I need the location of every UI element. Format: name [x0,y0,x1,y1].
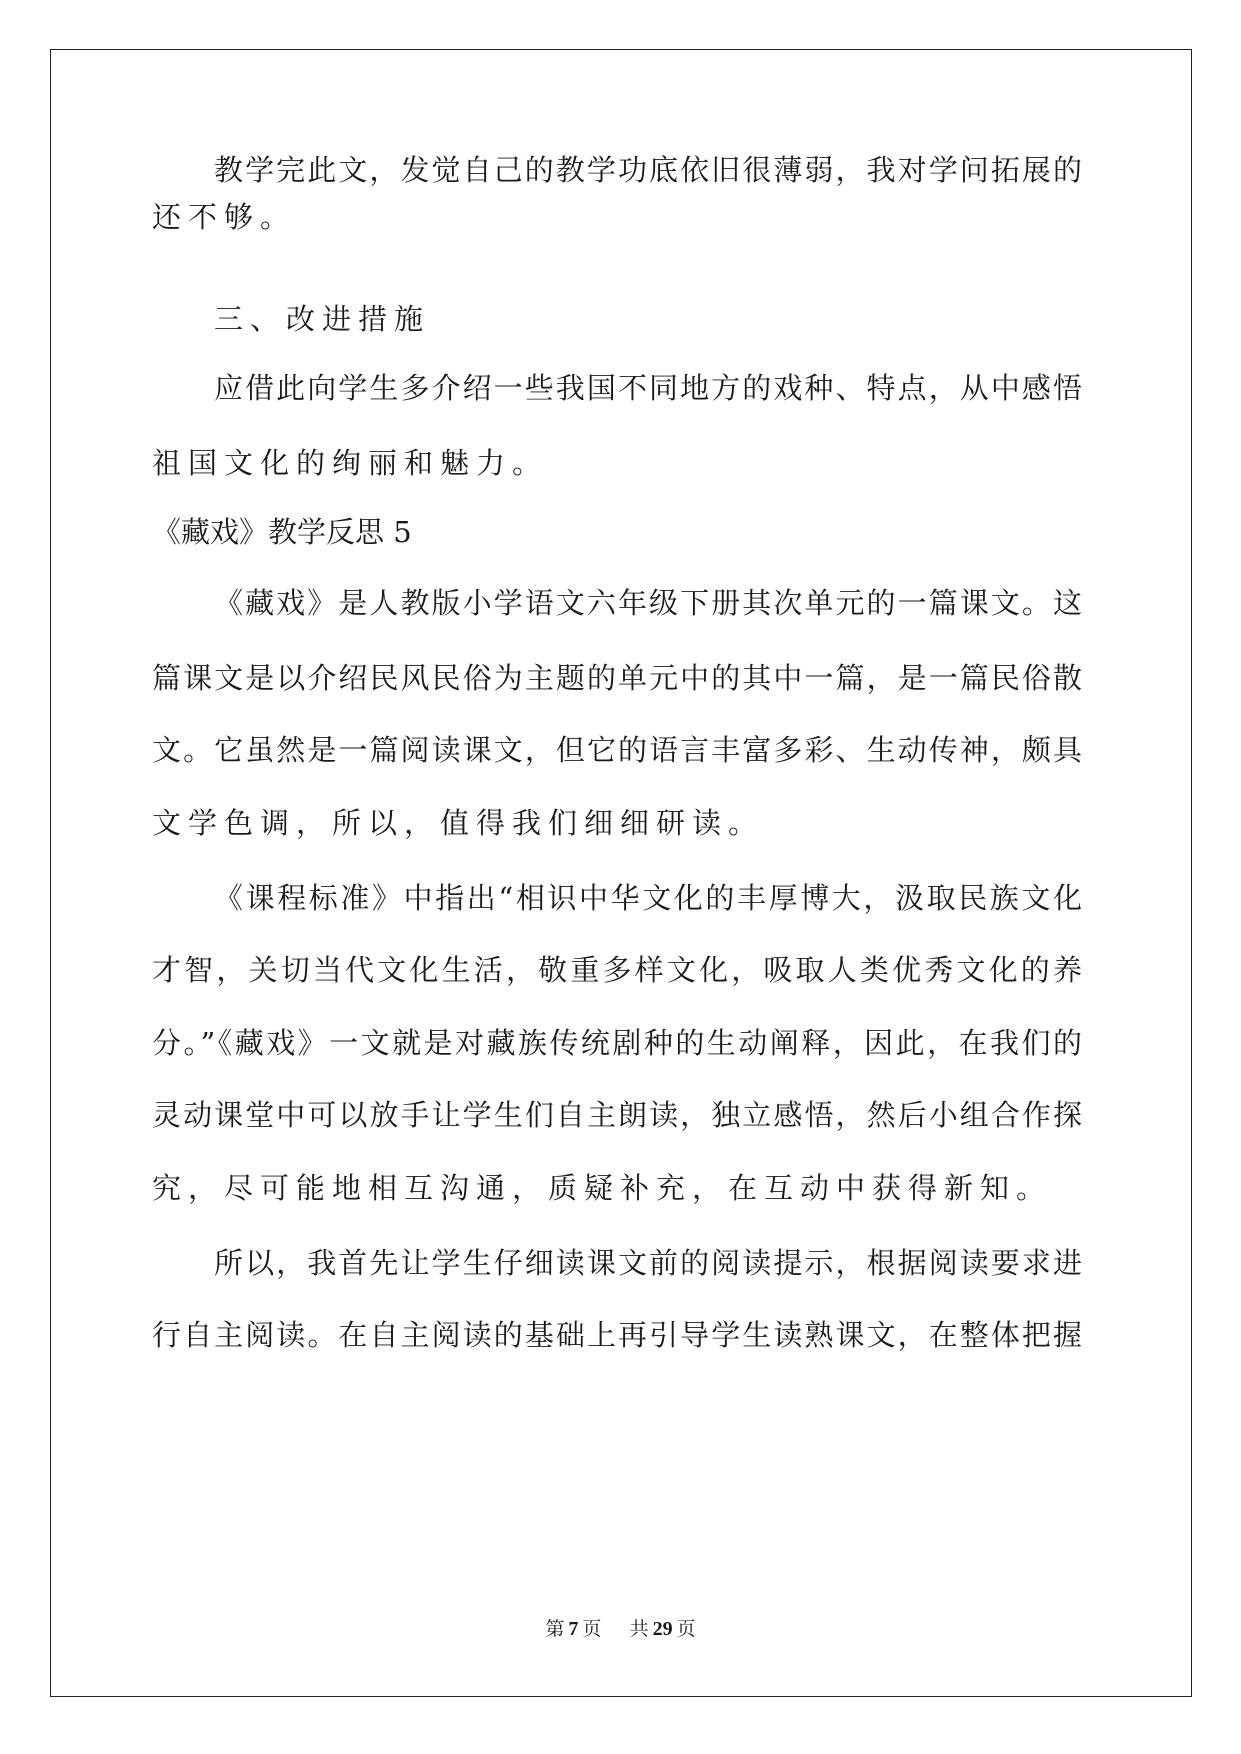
paragraph-line: 所以，我首先让学生仔细读课文前的阅读提示，根据阅读要求进 [214,1246,1082,1280]
page-number: 7 [568,1618,579,1640]
page-border [50,49,1192,1697]
paragraph-line: 灵动课堂中可以放手让学生们自主朗读，独立感悟，然后小组合作探 [152,1098,1082,1132]
paragraph-line: 应借此向学生多介绍一些我国不同地方的戏种、特点，从中感悟 [214,371,1082,405]
section-heading: 三、改进措施 [214,302,431,336]
footer-prefix: 第 [545,1618,565,1640]
paragraph-line: 文学色调，所以，值得我们细细研读。 [152,806,765,840]
footer-total-prefix: 共 [629,1618,649,1640]
paragraph-line: 才智，关切当代文化生活，敬重多样文化，吸取人类优秀文化的养 [152,953,1082,987]
paragraph-line: 《课程标准》中指出“相识中华文化的丰厚博大，汲取民族文化 [214,881,1082,915]
paragraph-line: 究，尽可能地相互沟通，质疑补充，在互动中获得新知。 [152,1171,1053,1205]
paragraph-line: 教学完此文，发觉自己的教学功底依旧很薄弱，我对学问拓展的 [214,153,1082,187]
total-pages: 29 [652,1618,673,1640]
footer-total-suffix: 页 [676,1618,696,1640]
paragraph-line: 《藏戏》是人教版小学语文六年级下册其次单元的一篇课文。这 [214,586,1082,620]
paragraph-line: 祖国文化的绚丽和魅力。 [152,446,549,480]
paragraph-line: 还不够。 [152,200,297,234]
article-title: 《藏戏》教学反思 5 [152,515,412,549]
paragraph-line: 文。它虽然是一篇阅读课文，但它的语言丰富多彩、生动传神，颇具 [152,733,1082,767]
paragraph-line: 行自主阅读。在自主阅读的基础上再引导学生读熟课文，在整体把握 [152,1318,1082,1352]
footer-page-suffix: 页 [582,1618,602,1640]
paragraph-line: 篇课文是以介绍民风民俗为主题的单元中的其中一篇，是一篇民俗散 [152,661,1082,695]
page-footer [0,1617,1241,1641]
paragraph-line: 分。”《藏戏》一文就是对藏族传统剧种的生动阐释，因此，在我们的 [152,1026,1082,1060]
